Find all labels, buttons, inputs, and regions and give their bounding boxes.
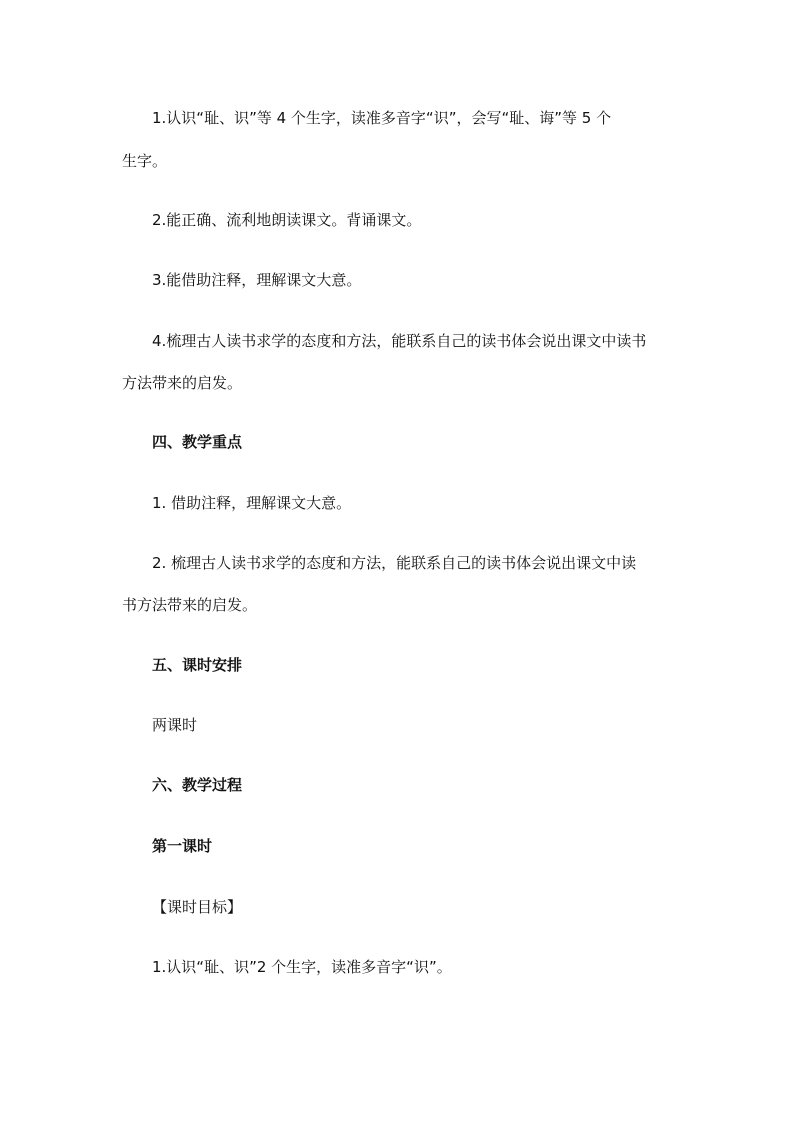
lesson-title: 第一课时 bbox=[152, 837, 213, 855]
objective-item-4-line-1: 4.梳理古人读书求学的态度和方法，能联系自己的读书体会说出课文中读书 bbox=[152, 332, 647, 350]
lesson-goal-item-1: 1.认识“耻、识”2 个生字，读准多音字“识”。 bbox=[152, 958, 452, 976]
section-heading-process: 六、教学过程 bbox=[152, 776, 243, 794]
objective-item-1-line-2: 生字。 bbox=[122, 152, 168, 170]
objective-item-2: 2.能正确、流利地朗读课文。背诵课文。 bbox=[152, 211, 422, 229]
schedule-value: 两课时 bbox=[152, 716, 198, 734]
objective-item-4-line-2: 方法带来的启发。 bbox=[122, 374, 243, 392]
lesson-goal-label: 【课时目标】 bbox=[152, 898, 243, 916]
objective-item-1-line-1: 1.认识“耻、识”等 4 个生字，读准多音字“识”，会写“耻、诲”等 5 个 bbox=[152, 109, 612, 127]
key-point-item-2-line-1: 2. 梳理古人读书求学的态度和方法，能联系自己的读书体会说出课文中读 bbox=[152, 554, 637, 572]
objective-item-3: 3.能借助注释，理解课文大意。 bbox=[152, 271, 362, 289]
key-point-item-1: 1. 借助注释，理解课文大意。 bbox=[152, 494, 352, 512]
key-point-item-2-line-2: 书方法带来的启发。 bbox=[122, 596, 258, 614]
section-heading-key-points: 四、教学重点 bbox=[152, 433, 243, 451]
section-heading-schedule: 五、课时安排 bbox=[152, 656, 243, 674]
